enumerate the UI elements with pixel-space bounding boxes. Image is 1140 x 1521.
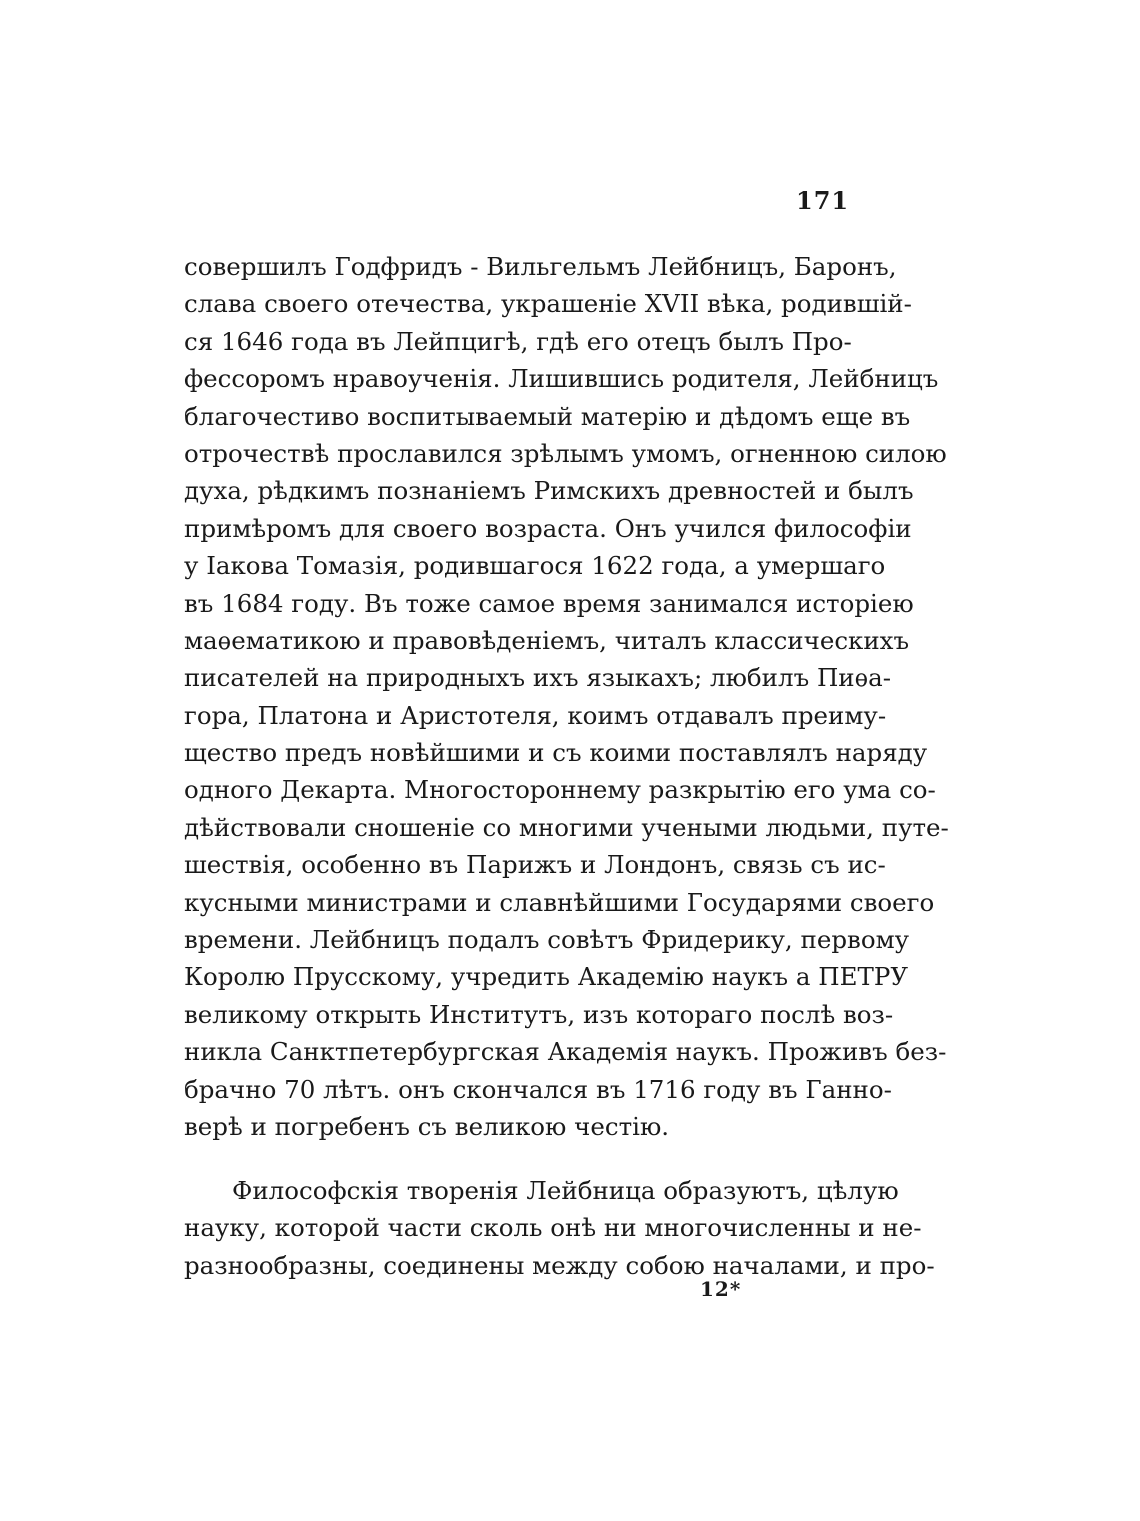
text-line: шествія, особенно въ Парижъ и Лондонъ, связь съ ис- (184, 850, 886, 880)
paragraph-2 (184, 1172, 935, 1284)
text-line: маѳематикою и правовѣденіемъ, читалъ классическихъ (184, 625, 910, 655)
text-line: писателей на природныхъ ихъ языкахъ; любилъ Пиѳа- (184, 663, 892, 693)
text-line: щество предъ новѣйшими и съ коими поставлялъ наряду (184, 738, 928, 768)
text-line: совершилъ Годфридъ - Вильгельмъ Лейбницъ, Баронъ, (184, 252, 897, 281)
text-line: духа, рѣдкимъ познаніемъ Римскихъ древностей и былъ (184, 476, 914, 506)
text-line: науку, которой части сколь онѣ ни многочисленны и не- (184, 1213, 922, 1243)
text-line: слава своего отечества, украшеніе XVII вѣка, родившій- (184, 289, 912, 319)
text-line: гора, Платона и Аристотеля, коимъ отдавалъ преиму- (184, 700, 887, 730)
text-line: въ 1684 году. Въ тоже самое время занимался исторіею (184, 588, 914, 618)
text-line: брачно 70 лѣтъ. онъ скончался въ 1716 году въ Ганно- (184, 1074, 892, 1104)
text-line: времени. Лейбницъ подалъ совѣтъ Фридерику, первому (184, 925, 910, 955)
text-line: Королю Прусскому, учредить Академію наукъ а ПЕТРУ (184, 962, 909, 992)
text-line: никла Санктпетербургская Академія наукъ. Проживъ без- (184, 1037, 947, 1067)
text-line: кусными министрами и славнѣйшими Государями своего (184, 887, 935, 917)
text-line: благочестиво воспитываемый матерію и дѣдомъ еще въ (184, 401, 911, 431)
paragraph-1 (184, 248, 949, 1145)
text-line: разнообразны, соединены между собою началами, и про- (184, 1250, 935, 1280)
text-line: верѣ и погребенъ съ великою честію. (184, 1111, 670, 1141)
text-line: Философскія творенія Лейбница образуютъ, цѣлую (232, 1176, 899, 1205)
printer-signature-mark: 12* (700, 1277, 742, 1301)
text-line: примѣромъ для своего возраста. Онъ учился философіи (184, 513, 912, 543)
text-line: великому открыть Институтъ, изъ котораго послѣ воз- (184, 999, 894, 1029)
text-line: одного Декарта. Многостороннему разкрытію его ума со- (184, 775, 936, 805)
text-line: ся 1646 года въ Лейпцигѣ, гдѣ его отецъ былъ Про- (184, 326, 852, 356)
text-line: фессоромъ нравоученія. Лишившись родителя, Лейбницъ (184, 364, 939, 394)
text-line: отрочествѣ прославился зрѣлымъ умомъ, огненною силою (184, 438, 947, 468)
page-number: 171 (796, 186, 850, 215)
text-line: у Іакова Томазія, родившагося 1622 года, а умершаго (184, 551, 886, 581)
text-line: дѣйствовали сношеніе со многими учеными людьми, путе- (184, 812, 949, 842)
